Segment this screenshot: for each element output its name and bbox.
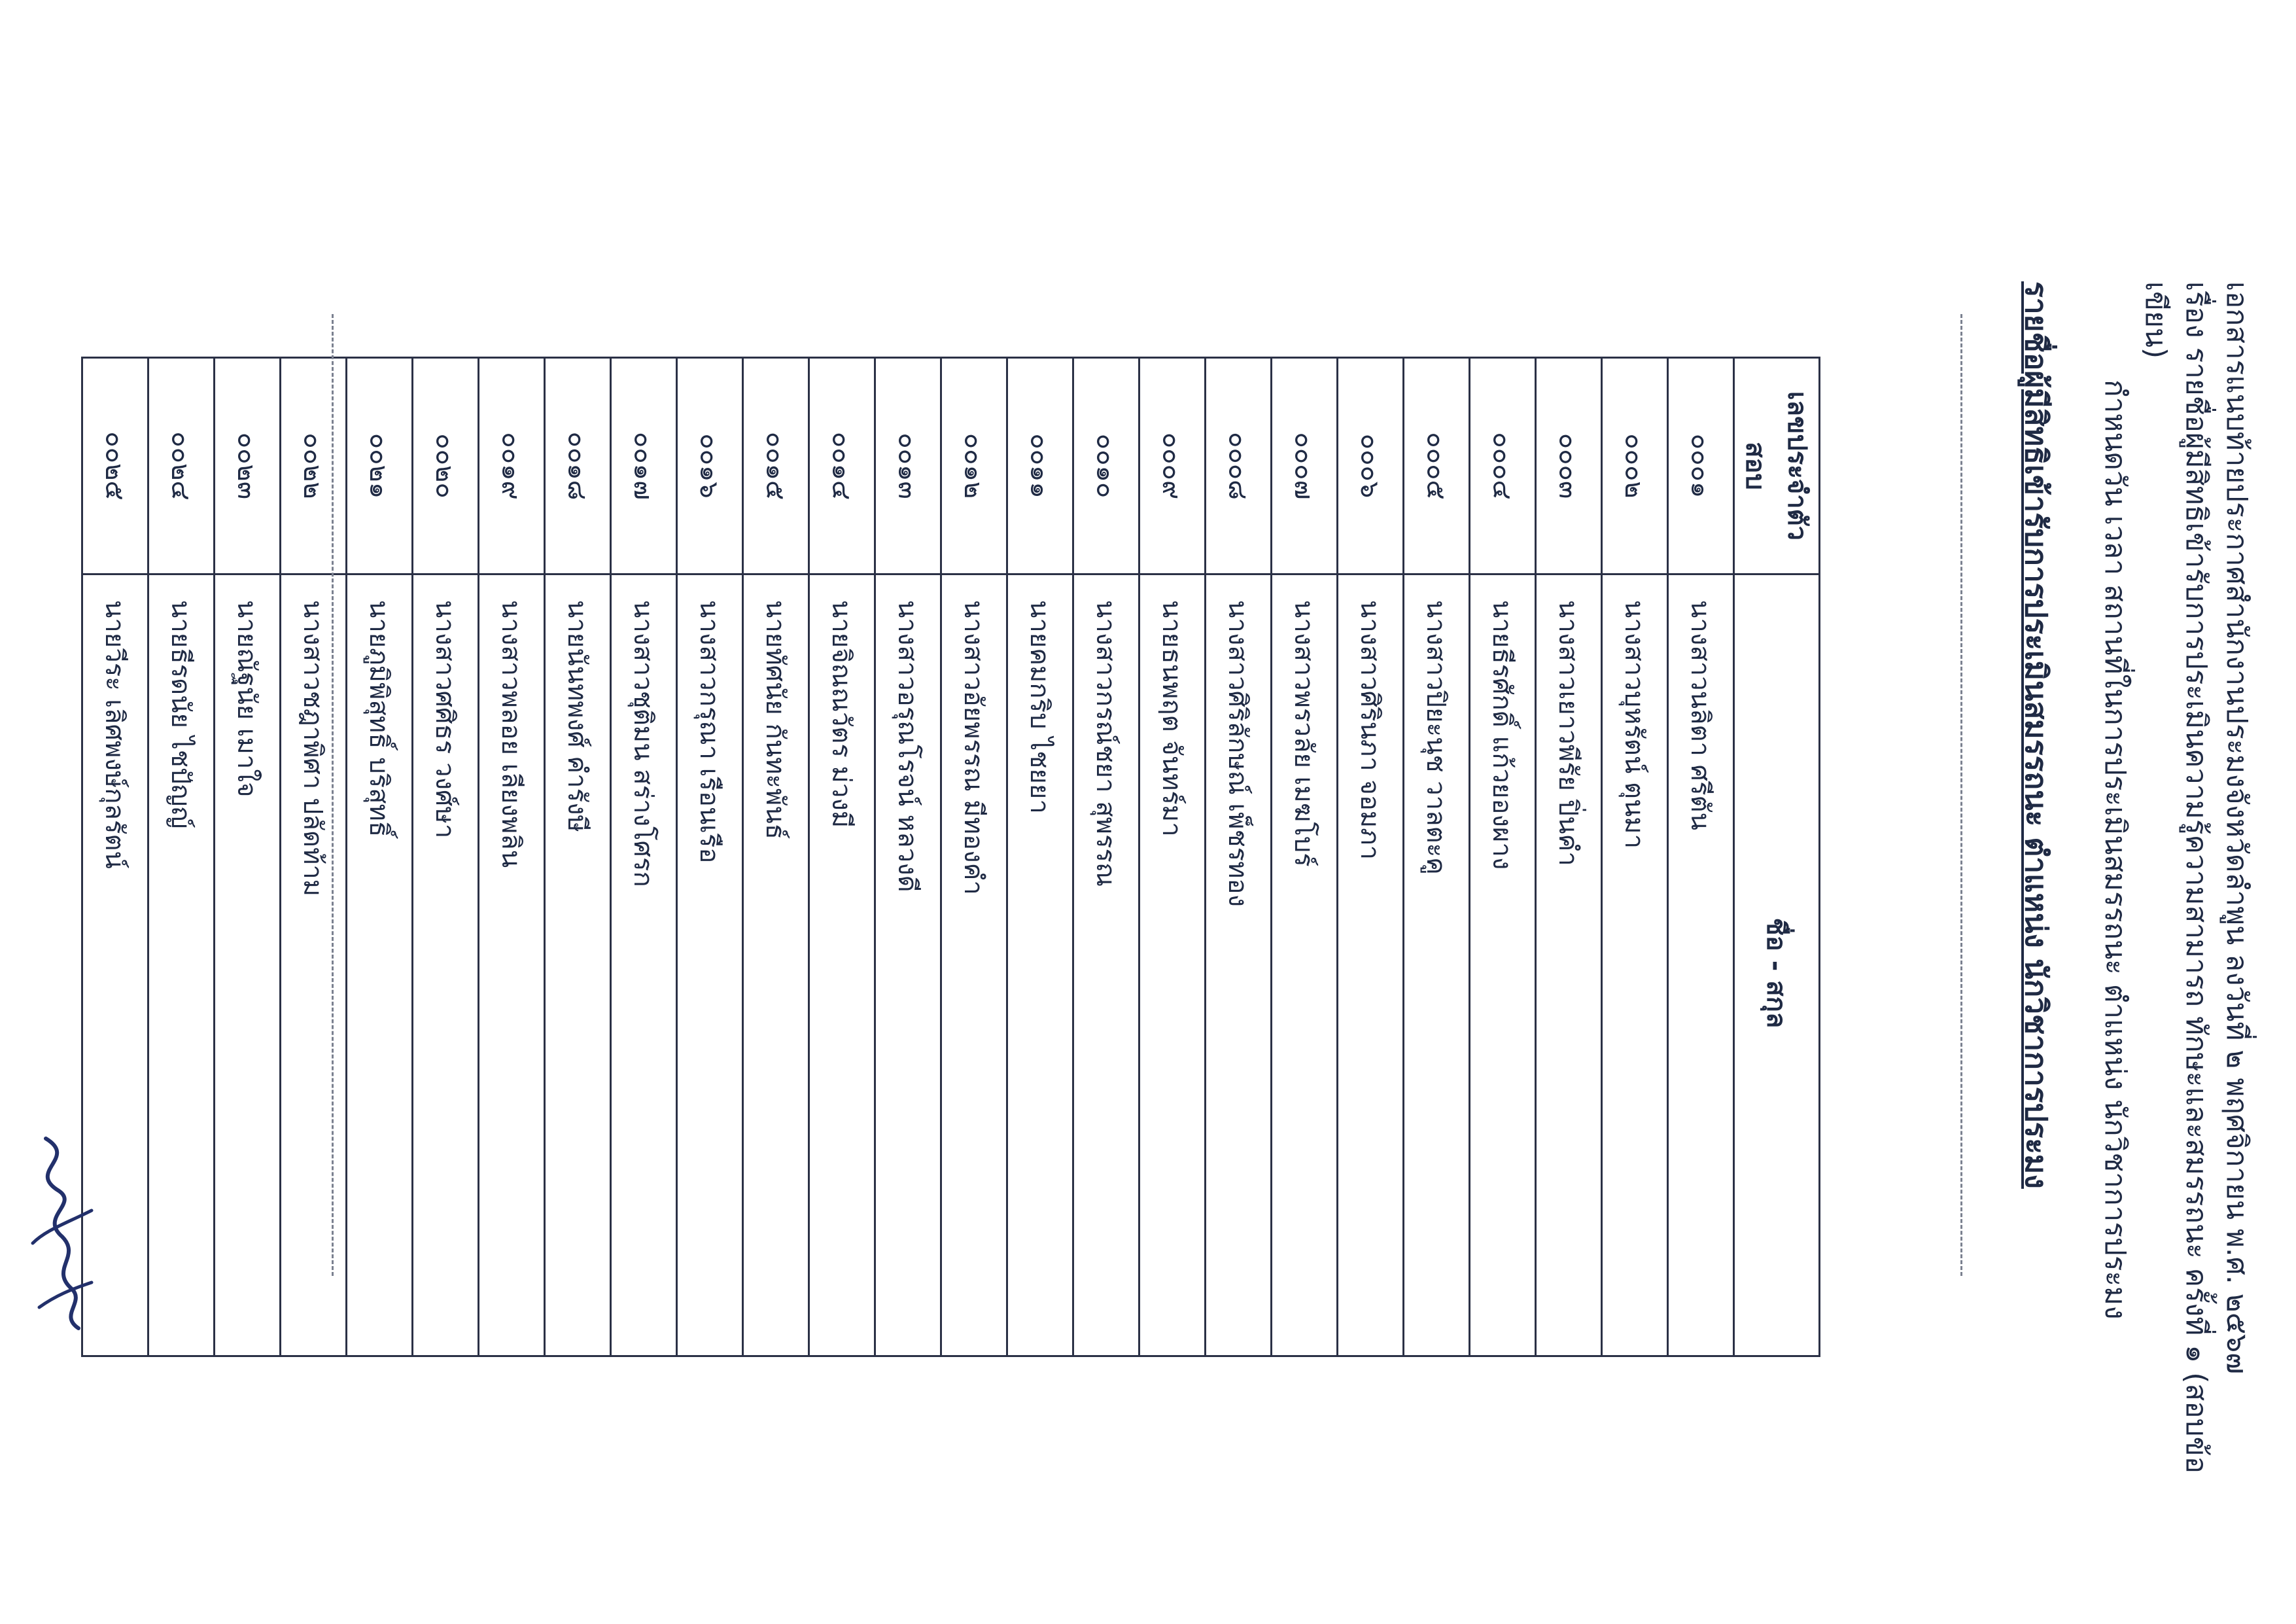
exam-number-cell: ๐๐๐๑ [1668,358,1734,574]
exam-number-cell: ๐๐๑๙ [479,358,545,574]
candidate-name-cell: นางสาวศิรินภา จอมภา [1338,574,1404,1356]
table-row [743,358,809,1356]
exam-number-cell: ๐๐๐๖ [1338,358,1404,574]
table-row [1602,358,1668,1356]
candidate-name-cell: นายณัฐนัย เมาใจ [215,574,281,1356]
exam-number-cell: ๐๐๑๐ [1073,358,1139,574]
exam-number-cell: ๐๐๐๒ [1602,358,1668,574]
candidate-name-cell: นางสาวอัยพรรณ มีทองคำ [941,574,1007,1356]
table-row [1404,358,1470,1356]
candidate-name-cell: นางสาวกรุณา เรือนเรือ [677,574,743,1356]
bottom-dashed-rule [332,314,334,1276]
exam-number-cell: ๐๐๑๗ [611,358,677,574]
exam-number-cell: ๐๐๑๔ [809,358,875,574]
candidate-name-cell: นายภูมิพิสุทธิ์ บริสุทธิ์ [347,574,413,1356]
candidate-name-cell: นางสาวพรวลัย เมฆโบร์ [1272,574,1338,1356]
exam-number-cell: ๐๐๑๓ [875,358,941,574]
candidate-name-cell: นางสาวพลอย เลียงพลิน [479,574,545,1356]
exam-number-cell: ๐๐๐๙ [1139,358,1206,574]
header-subject-line: เรื่อง รายชื่อผู้มีสิทธิเข้ารับการประเมินความรู้ความสามารถ ทักษะและสมรรถนะ ครั้งที่ ๑ (สอบข้อเขียน) [2139,281,2213,1474]
candidate-name-cell: นายธนพฤต จันทร์มา [1139,574,1206,1356]
exam-number-cell: ๐๐๑๒ [941,358,1007,574]
table-body [82,358,1734,1356]
candidate-name-cell: นางสาวกรณ์ชยา สุพรรณ [1073,574,1139,1356]
candidate-name-cell: นางสาวอรุณโรจน์ หลวงดี [875,574,941,1356]
document-title: รายชื่อผู้มีสิทธิเข้ารับการประเมินสมรรถนะ ตำแหน่ง นักวิชาการประมง [2019,281,2054,1189]
table-row [281,358,347,1356]
table-row [875,358,941,1356]
exam-number-cell: ๐๐๑๑ [1007,358,1073,574]
exam-number-cell: ๐๐๑๖ [677,358,743,574]
exam-number-cell: ๐๐๒๔ [148,358,215,574]
candidate-name-cell: นางสาวศิริลักษณ์ เพ็ชรทอง [1206,574,1272,1356]
table-row [941,358,1007,1356]
exam-number-cell: ๐๐๒๒ [281,358,347,574]
table-row [215,358,281,1356]
table-row [1206,358,1272,1356]
table-row [1338,358,1404,1356]
table-row [809,358,875,1356]
candidate-name-cell: นางสาวนลิตา ศรีตัน [1668,574,1734,1356]
table-row [545,358,611,1356]
exam-number-cell: ๐๐๐๔ [1470,358,1536,574]
exam-number-cell: ๐๐๑๕ [743,358,809,574]
exam-number-cell: ๐๐๐๗ [1272,358,1338,574]
table-row [1139,358,1206,1356]
table-row [1536,358,1602,1356]
header-exam-number: เลขประจำตัวสอบ [1734,358,1820,574]
top-dashed-rule [1960,314,1962,1276]
table-row [1668,358,1734,1356]
candidate-table [81,357,1820,1357]
exam-number-cell: ๐๐๐๓ [1536,358,1602,574]
table-row [1470,358,1536,1356]
table-row [1272,358,1338,1356]
table-row [413,358,479,1356]
header-full-name: ชื่อ - สกุล [1734,574,1820,1356]
exam-number-cell: ๐๐๒๓ [215,358,281,574]
candidate-name-cell: นายวีระ เลิศพงษ์กุลรัตน์ [82,574,148,1356]
candidate-name-cell: นายทัศนัย กันทะพันธ์ [743,574,809,1356]
header-schedule-line: กำหนดวัน เวลา สถานที่ในการประเมินสมรรถนะ ตำแหน่ง นักวิชาการประมง [2098,380,2132,1320]
candidate-name-cell: นายนันทพงศ์ คำรังษี [545,574,611,1356]
candidate-name-cell: นางสาวบุหรัตน์ ตุนมา [1602,574,1668,1356]
exam-number-cell: ๐๐๐๕ [1404,358,1470,574]
table-row [611,358,677,1356]
candidate-name-cell: นางสาวชุติมน สร่างโศรก [611,574,677,1356]
table-row [148,358,215,1356]
handwritten-signature [20,1132,118,1348]
table-row [1007,358,1073,1356]
candidate-name-cell: นางสาวเยาวพีรัย ปิ่นคำ [1536,574,1602,1356]
exam-number-cell: ๐๐๑๘ [545,358,611,574]
candidate-name-cell: นายจิณณวัตร ม่วงมี [809,574,875,1356]
table-row [677,358,743,1356]
candidate-name-cell: นางสาวศศิธร วงศ์ษา [413,574,479,1356]
table-row [347,358,413,1356]
candidate-name-cell: นายคมกริบ ไชยยา [1007,574,1073,1356]
header-reference-line: เอกสารแนบท้ายประกาศสำนักงานประมงจังหวัดลำพูน ลงวันที่ ๒ พฤศจิกายน พ.ศ. ๒๕๖๗ [2220,281,2253,1375]
candidate-name-cell: นายธีรดนัย ไชปัญญ์ [148,574,215,1356]
document-header [2016,281,2257,1525]
table-row [479,358,545,1356]
candidate-name-cell: นางสาวปิยะนุช วาลตะคู [1404,574,1470,1356]
candidate-name-cell: นายธีรศักดิ์ แก้วยองผาง [1470,574,1536,1356]
exam-number-cell: ๐๐๒๑ [347,358,413,574]
exam-number-cell: ๐๐๒๕ [82,358,148,574]
exam-number-cell: ๐๐๐๘ [1206,358,1272,574]
table-row [1073,358,1139,1356]
candidate-name-cell: นางสาวชฎาพิศา ปลัดท้าม [281,574,347,1356]
exam-number-cell: ๐๐๒๐ [413,358,479,574]
table-header-row [1734,358,1820,1356]
